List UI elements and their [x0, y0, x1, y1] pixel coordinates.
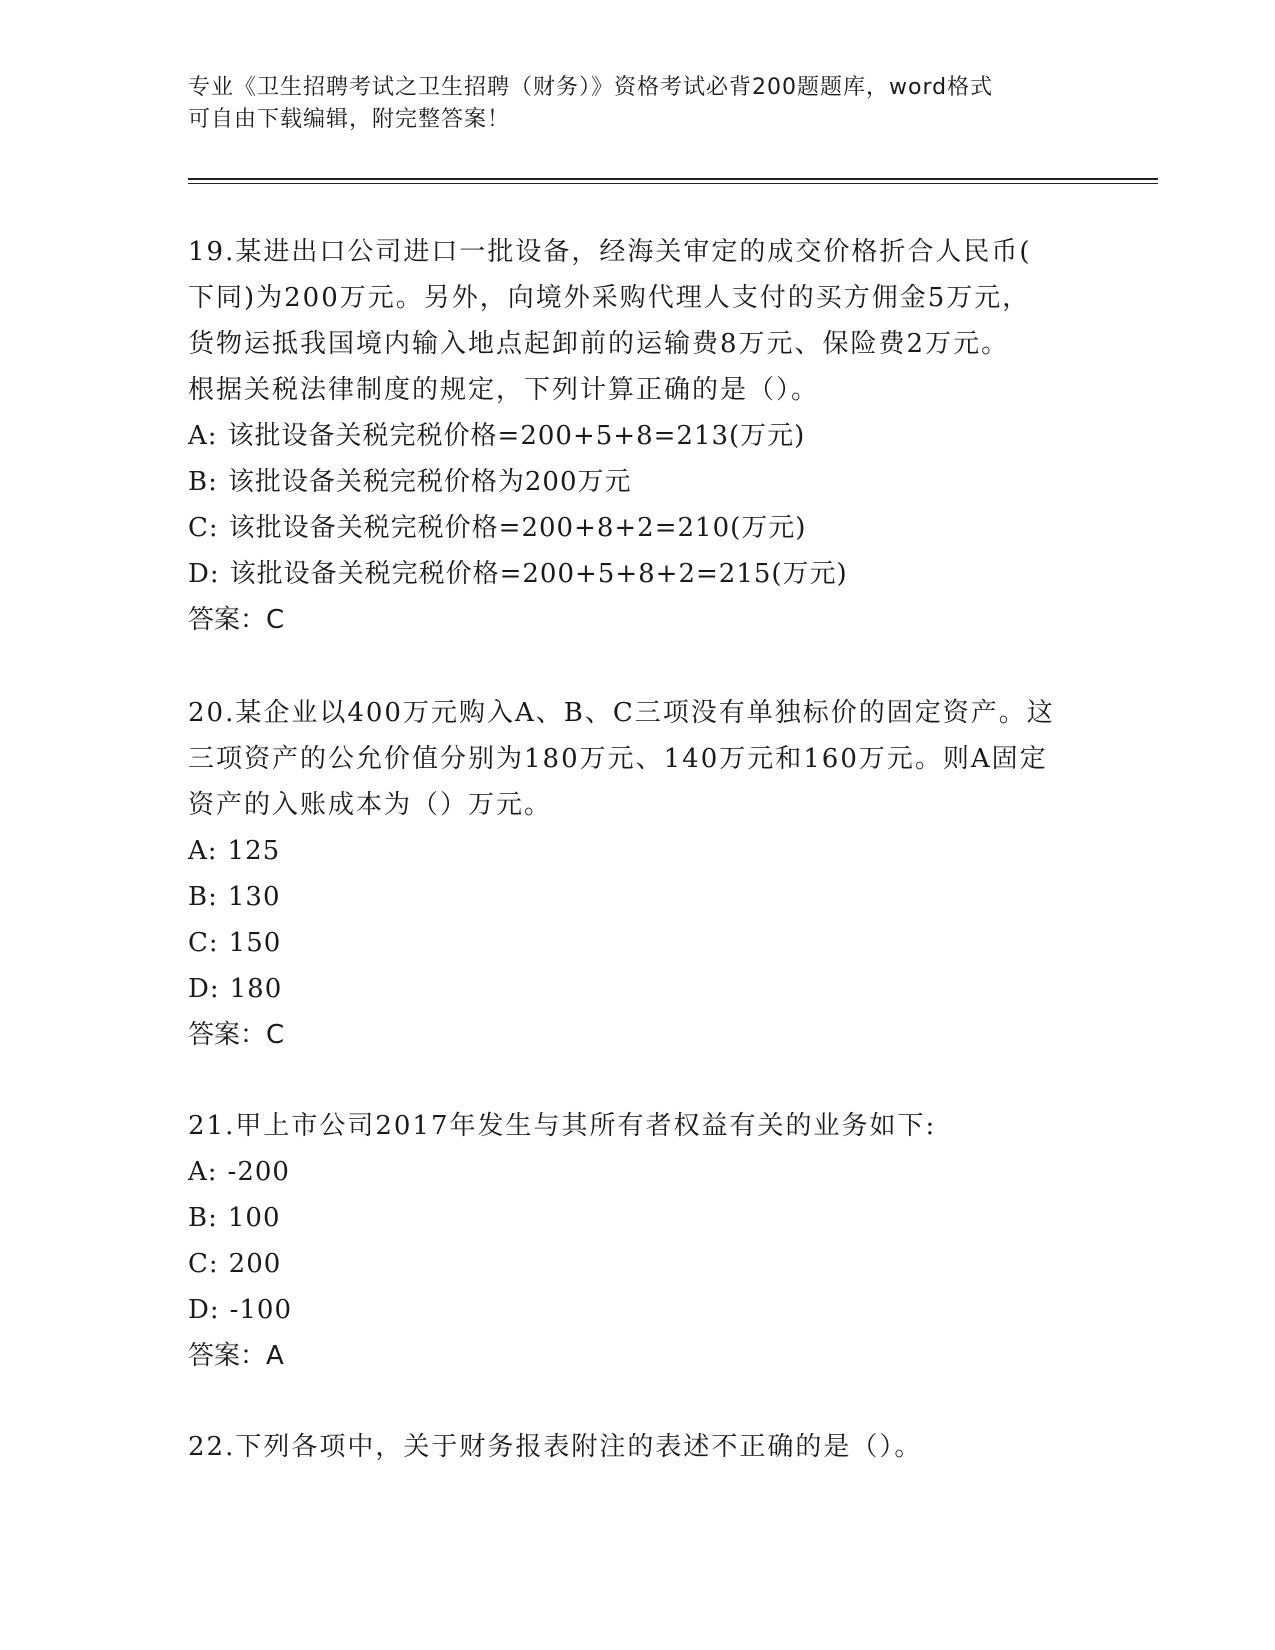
option-key: A: — [188, 1157, 218, 1187]
option-key: C: — [188, 1249, 219, 1279]
option-c — [188, 920, 1108, 966]
option-key: A: — [188, 421, 218, 451]
option-text: 150 — [228, 928, 282, 958]
option-key: D: — [188, 559, 220, 589]
option-text: 180 — [229, 974, 283, 1004]
option-c — [188, 505, 1108, 551]
header-line-2: 可自由下载编辑，附完整答案！ — [188, 107, 511, 132]
question-stem-line: 22.下列各项中，关于财务报表附注的表述不正确的是（）。 — [188, 1432, 923, 1462]
option-a — [188, 828, 1108, 874]
answer-text: 答案：C — [188, 605, 285, 635]
question-20 — [188, 690, 1108, 1058]
header-divider-thick — [188, 178, 1158, 180]
option-d — [188, 966, 1108, 1012]
question-stem-line: 20.某企业以400万元购入A、B、C三项没有单独标价的固定资产。这 — [188, 698, 1055, 728]
option-key: B: — [188, 467, 218, 497]
document-header — [188, 72, 1088, 136]
question-stem-line: 资产的入账成本为（）万元。 — [188, 790, 553, 820]
header-line-1: 专业《卫生招聘考试之卫生招聘（财务）》资格考试必背200题题库，word格式 — [188, 75, 994, 100]
option-text: -200 — [227, 1157, 290, 1187]
answer-text: 答案：C — [188, 1020, 285, 1050]
question-stem-line: 下同)为200万元。另外，向境外采购代理人支付的买方佣金5万元， — [188, 283, 1031, 313]
option-text: 该批设备关税完税价格=200+5+8=213(万元) — [227, 421, 806, 451]
option-text: 该批设备关税完税价格=200+5+8+2=215(万元) — [229, 559, 848, 589]
option-key: B: — [188, 882, 218, 912]
question-stem-line: 根据关税法律制度的规定，下列计算正确的是（）。 — [188, 375, 820, 405]
option-d — [188, 551, 1108, 597]
option-a — [188, 413, 1108, 459]
option-c — [188, 1241, 1108, 1287]
option-key: A: — [188, 836, 218, 866]
option-text: 130 — [227, 882, 281, 912]
answer-text: 答案：A — [188, 1341, 284, 1371]
option-key: B: — [188, 1203, 218, 1233]
option-key: C: — [188, 928, 219, 958]
header-divider-thin — [188, 183, 1158, 184]
option-d — [188, 1287, 1108, 1333]
option-b — [188, 1195, 1108, 1241]
option-key: D: — [188, 1295, 220, 1325]
option-b — [188, 459, 1108, 505]
question-stem-line: 21.甲上市公司2017年发生与其所有者权益有关的业务如下: — [188, 1111, 937, 1141]
option-a — [188, 1149, 1108, 1195]
option-text: 125 — [227, 836, 281, 866]
option-text: 该批设备关税完税价格=200+8+2=210(万元) — [228, 513, 807, 543]
question-22 — [188, 1424, 1108, 1470]
option-text: 该批设备关税完税价格为200万元 — [227, 467, 632, 497]
question-stem-line: 19.某进出口公司进口一批设备，经海关审定的成交价格折合人民币( — [188, 237, 1032, 267]
option-b — [188, 874, 1108, 920]
question-stem-line: 三项资产的公允价值分别为180万元、140万元和160万元。则A固定 — [188, 744, 1048, 774]
question-stem-line: 货物运抵我国境内输入地点起卸前的运输费8万元、保险费2万元。 — [188, 329, 1010, 359]
question-21 — [188, 1103, 1108, 1379]
option-text: -100 — [229, 1295, 293, 1325]
option-text: 100 — [227, 1203, 281, 1233]
option-key: D: — [188, 974, 220, 1004]
option-text: 200 — [228, 1249, 282, 1279]
option-key: C: — [188, 513, 219, 543]
question-19 — [188, 229, 1108, 643]
